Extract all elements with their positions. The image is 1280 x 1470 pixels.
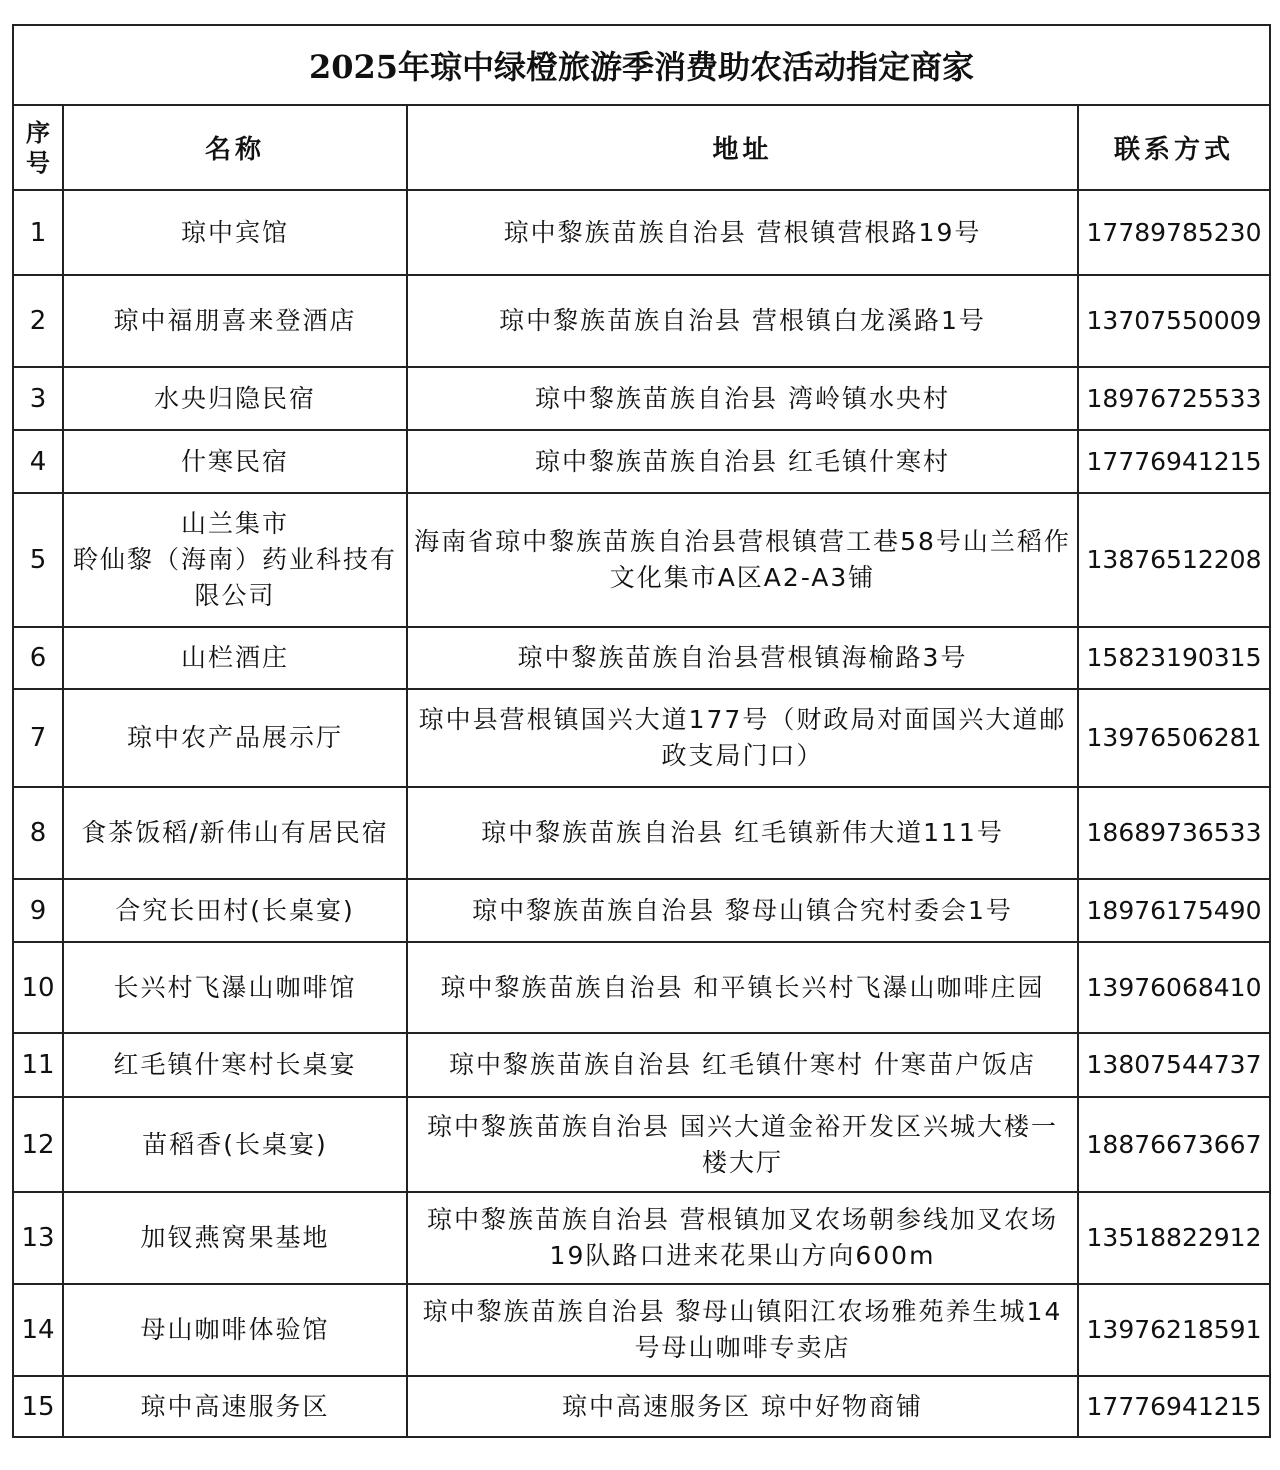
- row-name: 加钗燕窝果基地: [63, 1192, 407, 1284]
- row-name-line1: 山兰集市: [180, 509, 289, 538]
- row-address: 琼中县营根镇国兴大道177号（财政局对面国兴大道邮政支局门口）: [407, 689, 1078, 787]
- row-phone: 13976506281: [1078, 689, 1270, 787]
- row-address: 琼中黎族苗族自治县 和平镇长兴村飞瀑山咖啡庄园: [407, 942, 1078, 1033]
- table-row: [13, 367, 1270, 430]
- row-address: 琼中黎族苗族自治县 湾岭镇水央村: [407, 367, 1078, 430]
- row-name-line2: 聆仙黎（海南）药业科技有限公司: [72, 545, 397, 610]
- row-seq: 4: [13, 430, 63, 493]
- row-seq: 8: [13, 787, 63, 879]
- row-seq: 5: [13, 493, 63, 627]
- row-address: 琼中黎族苗族自治县 黎母山镇合究村委会1号: [407, 879, 1078, 942]
- row-seq: 14: [13, 1284, 63, 1376]
- row-name: 水央归隐民宿: [63, 367, 407, 430]
- row-phone: 13518822912: [1078, 1192, 1270, 1284]
- row-phone: 18976725533: [1078, 367, 1270, 430]
- row-phone: 17776941215: [1078, 1376, 1270, 1437]
- row-address: 琼中黎族苗族自治县 红毛镇什寒村: [407, 430, 1078, 493]
- table-row: [13, 1284, 1270, 1376]
- row-address: 琼中黎族苗族自治县 营根镇营根路19号: [407, 190, 1078, 275]
- table-row: [13, 1033, 1270, 1097]
- merchant-list-sheet: [12, 24, 1269, 1438]
- row-name: 红毛镇什寒村长桌宴: [63, 1033, 407, 1097]
- row-phone: 18976175490: [1078, 879, 1270, 942]
- row-address: 琼中黎族苗族自治县 红毛镇新伟大道111号: [407, 787, 1078, 879]
- table-title: 2025年琼中绿橙旅游季消费助农活动指定商家: [13, 25, 1270, 105]
- table-row: [13, 1097, 1270, 1192]
- row-name: 什寒民宿: [63, 430, 407, 493]
- row-phone: 13976218591: [1078, 1284, 1270, 1376]
- row-phone: 13876512208: [1078, 493, 1270, 627]
- table-row: [13, 430, 1270, 493]
- row-seq: 15: [13, 1376, 63, 1437]
- table-row: [13, 787, 1270, 879]
- header-seq: [13, 105, 63, 190]
- row-address: 琼中高速服务区 琼中好物商铺: [407, 1376, 1078, 1437]
- row-phone: 17776941215: [1078, 430, 1270, 493]
- row-address: 琼中黎族苗族自治县 国兴大道金裕开发区兴城大楼一楼大厅: [407, 1097, 1078, 1192]
- row-name: 长兴村飞瀑山咖啡馆: [63, 942, 407, 1033]
- row-name: 琼中宾馆: [63, 190, 407, 275]
- table-row: [13, 627, 1270, 689]
- table-row: [13, 275, 1270, 367]
- row-seq: 7: [13, 689, 63, 787]
- row-address: 琼中黎族苗族自治县 黎母山镇阳江农场雅苑养生城14号母山咖啡专卖店: [407, 1284, 1078, 1376]
- row-name: 母山咖啡体验馆: [63, 1284, 407, 1376]
- merchant-table: [12, 24, 1271, 1438]
- row-phone: 13707550009: [1078, 275, 1270, 367]
- row-name: 苗稻香(长桌宴): [63, 1097, 407, 1192]
- row-seq: 3: [13, 367, 63, 430]
- table-row: [13, 493, 1270, 627]
- row-name: 琼中福朋喜来登酒店: [63, 275, 407, 367]
- table-row: [13, 1192, 1270, 1284]
- header-address: 地址: [407, 105, 1078, 190]
- table-row: [13, 879, 1270, 942]
- row-name: [63, 493, 407, 627]
- row-phone: 15823190315: [1078, 627, 1270, 689]
- row-name: 琼中高速服务区: [63, 1376, 407, 1437]
- table-row: [13, 689, 1270, 787]
- row-phone: 18689736533: [1078, 787, 1270, 879]
- header-seq-line1: 序: [26, 118, 50, 147]
- row-seq: 6: [13, 627, 63, 689]
- row-seq: 2: [13, 275, 63, 367]
- row-seq: 9: [13, 879, 63, 942]
- row-phone: 13807544737: [1078, 1033, 1270, 1097]
- header-contact: 联系方式: [1078, 105, 1270, 190]
- row-address: 琼中黎族苗族自治县营根镇海榆路3号: [407, 627, 1078, 689]
- row-seq: 10: [13, 942, 63, 1033]
- row-phone: 18876673667: [1078, 1097, 1270, 1192]
- row-name: 食茶饭稻/新伟山有居民宿: [63, 787, 407, 879]
- row-seq: 13: [13, 1192, 63, 1284]
- row-address: 海南省琼中黎族苗族自治县营根镇营工巷58号山兰稻作文化集市A区A2-A3铺: [407, 493, 1078, 627]
- row-phone: 17789785230: [1078, 190, 1270, 275]
- row-phone: 13976068410: [1078, 942, 1270, 1033]
- row-name: 山栏酒庄: [63, 627, 407, 689]
- row-address: 琼中黎族苗族自治县 营根镇加叉农场朝参线加叉农场19队路口进来花果山方向600m: [407, 1192, 1078, 1284]
- row-seq: 12: [13, 1097, 63, 1192]
- header-row: [13, 105, 1270, 190]
- table-row: [13, 942, 1270, 1033]
- row-name: 琼中农产品展示厅: [63, 689, 407, 787]
- header-name: 名称: [63, 105, 407, 190]
- row-name: 合究长田村(长桌宴): [63, 879, 407, 942]
- row-address: 琼中黎族苗族自治县 红毛镇什寒村 什寒苗户饭店: [407, 1033, 1078, 1097]
- table-row: [13, 1376, 1270, 1437]
- row-address: 琼中黎族苗族自治县 营根镇白龙溪路1号: [407, 275, 1078, 367]
- table-row: [13, 190, 1270, 275]
- row-seq: 1: [13, 190, 63, 275]
- row-seq: 11: [13, 1033, 63, 1097]
- header-seq-line2: 号: [26, 148, 50, 177]
